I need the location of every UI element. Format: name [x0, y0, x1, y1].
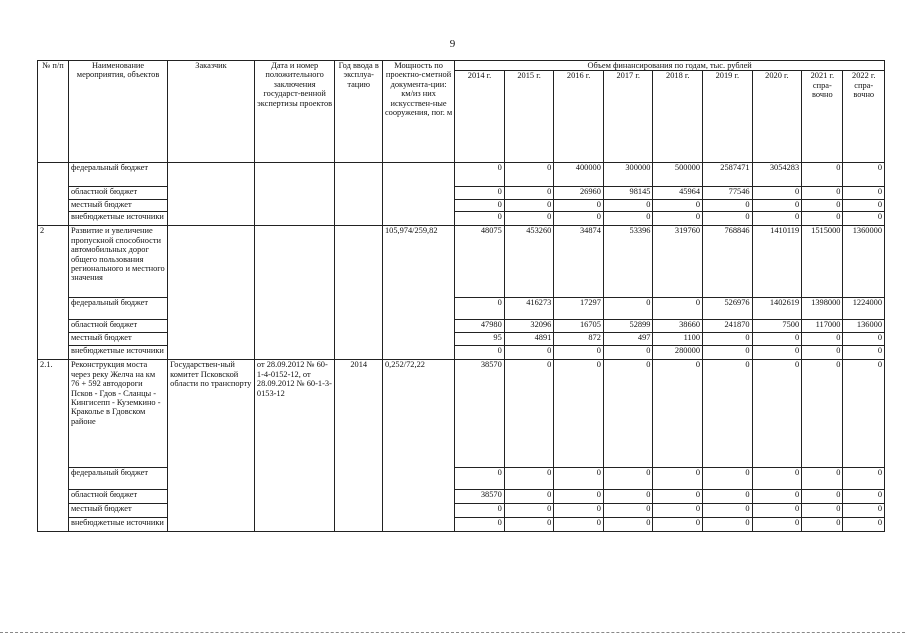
value-cell: 0 [703, 518, 753, 532]
value-cell: 0 [703, 360, 753, 468]
value-cell: 0 [752, 360, 802, 468]
table-row [38, 333, 885, 346]
value-cell: 0 [653, 212, 703, 226]
value-cell: 0 [653, 360, 703, 468]
row-expertise [254, 163, 335, 226]
value-cell: 497 [603, 333, 653, 346]
value-cell: 0 [603, 360, 653, 468]
value-cell: 526976 [703, 298, 753, 320]
value-cell: 0 [554, 518, 604, 532]
table-row [38, 212, 885, 226]
value-cell: 280000 [653, 346, 703, 360]
financing-table [37, 60, 885, 532]
value-cell: 0 [802, 504, 843, 518]
value-cell: 117000 [802, 320, 843, 333]
row-customer [168, 163, 255, 226]
table-row [38, 187, 885, 200]
value-cell: 53396 [603, 226, 653, 298]
value-cell: 0 [843, 212, 885, 226]
value-cell: 0 [504, 504, 554, 518]
value-cell: 7500 [752, 320, 802, 333]
header-customer: Заказчик [168, 61, 255, 163]
row-name: федеральный бюджет [68, 163, 167, 187]
row-name: федеральный бюджет [68, 468, 167, 490]
value-cell: 77546 [703, 187, 753, 200]
row-name: Развитие и увеличение пропускной способности автомобильных дорог общего пользования регионального и местного значения [68, 226, 167, 298]
value-cell: 52899 [603, 320, 653, 333]
value-cell: 0 [802, 468, 843, 490]
value-cell: 0 [752, 200, 802, 212]
value-cell: 0 [752, 346, 802, 360]
value-cell: 0 [554, 468, 604, 490]
value-cell: 0 [504, 187, 554, 200]
value-cell: 0 [554, 504, 604, 518]
value-cell: 45964 [653, 187, 703, 200]
value-cell: 2587471 [703, 163, 753, 187]
table-row [38, 226, 885, 298]
header-year-4: 2018 г. [653, 71, 703, 163]
value-cell: 0 [703, 212, 753, 226]
value-cell: 34874 [554, 226, 604, 298]
value-cell: 0 [455, 346, 505, 360]
value-cell: 0 [504, 468, 554, 490]
row-expertise [254, 226, 335, 360]
value-cell: 1224000 [843, 298, 885, 320]
value-cell: 4891 [504, 333, 554, 346]
value-cell: 0 [802, 163, 843, 187]
value-cell: 0 [554, 490, 604, 504]
value-cell: 0 [455, 468, 505, 490]
value-cell: 0 [843, 187, 885, 200]
header-year-1: 2015 г. [504, 71, 554, 163]
value-cell: 0 [843, 346, 885, 360]
value-cell: 0 [554, 360, 604, 468]
value-cell: 0 [752, 468, 802, 490]
value-cell: 0 [802, 518, 843, 532]
header-no: № п/п [38, 61, 69, 163]
value-cell: 400000 [554, 163, 604, 187]
value-cell: 17297 [554, 298, 604, 320]
value-cell: 0 [455, 504, 505, 518]
value-cell: 0 [504, 346, 554, 360]
value-cell: 0 [603, 200, 653, 212]
value-cell: 241870 [703, 320, 753, 333]
row-year: 2014 [335, 360, 383, 532]
value-cell: 38660 [653, 320, 703, 333]
header-year-5: 2019 г. [703, 71, 753, 163]
value-cell: 1515000 [802, 226, 843, 298]
table-row [38, 320, 885, 333]
header-year-2: 2016 г. [554, 71, 604, 163]
value-cell: 3054283 [752, 163, 802, 187]
value-cell: 0 [843, 333, 885, 346]
value-cell: 0 [603, 298, 653, 320]
value-cell: 32096 [504, 320, 554, 333]
table-row [38, 490, 885, 504]
row-capacity [382, 163, 454, 226]
value-cell: 0 [455, 298, 505, 320]
value-cell: 0 [554, 200, 604, 212]
value-cell: 1360000 [843, 226, 885, 298]
table-row [38, 346, 885, 360]
value-cell: 0 [653, 518, 703, 532]
value-cell: 0 [752, 504, 802, 518]
value-cell: 0 [504, 360, 554, 468]
value-cell: 0 [603, 468, 653, 490]
value-cell: 0 [843, 518, 885, 532]
value-cell: 0 [802, 212, 843, 226]
row-name: областной бюджет [68, 490, 167, 504]
value-cell: 1402619 [752, 298, 802, 320]
value-cell: 16705 [554, 320, 604, 333]
value-cell: 0 [504, 490, 554, 504]
value-cell: 0 [504, 200, 554, 212]
header-year-3: 2017 г. [603, 71, 653, 163]
value-cell: 1398000 [802, 298, 843, 320]
row-name: внебюджетные источники [68, 346, 167, 360]
value-cell: 0 [843, 490, 885, 504]
value-cell: 0 [752, 333, 802, 346]
value-cell: 38570 [455, 360, 505, 468]
value-cell: 300000 [603, 163, 653, 187]
header-financing: Объем финансирования по годам, тыс. рублей [455, 61, 885, 71]
value-cell: 0 [703, 200, 753, 212]
value-cell: 500000 [653, 163, 703, 187]
value-cell: 0 [843, 468, 885, 490]
value-cell: 0 [703, 346, 753, 360]
value-cell: 0 [653, 298, 703, 320]
value-cell: 0 [802, 200, 843, 212]
value-cell: 0 [843, 504, 885, 518]
value-cell: 0 [703, 504, 753, 518]
header-name: Наименование мероприятия, объектов [68, 61, 167, 163]
value-cell: 26960 [554, 187, 604, 200]
value-cell: 416273 [504, 298, 554, 320]
value-cell: 0 [802, 360, 843, 468]
value-cell: 0 [752, 187, 802, 200]
header-year-7: 2021 г. спра-вочно [802, 71, 843, 163]
table-row [38, 163, 885, 187]
table-row [38, 298, 885, 320]
value-cell: 0 [752, 490, 802, 504]
value-cell: 0 [603, 346, 653, 360]
row-name: федеральный бюджет [68, 298, 167, 320]
value-cell: 0 [653, 468, 703, 490]
page-number: 9 [449, 38, 456, 50]
row-year [335, 163, 383, 226]
value-cell: 0 [843, 360, 885, 468]
row-name: местный бюджет [68, 333, 167, 346]
value-cell: 872 [554, 333, 604, 346]
value-cell: 0 [455, 212, 505, 226]
value-cell: 0 [603, 490, 653, 504]
table-row [38, 504, 885, 518]
row-name: Реконструкция моста через реку Желча на км 76 + 592 автодороги Псков - Гдов - Сланцы - Кингисепп - Куземкино - Краколье в Гдовском районе [68, 360, 167, 468]
value-cell: 0 [455, 518, 505, 532]
value-cell: 1100 [653, 333, 703, 346]
row-customer [168, 226, 255, 360]
value-cell: 0 [752, 212, 802, 226]
header-year: Год ввода в эксплуа-тацию [335, 61, 383, 163]
value-cell: 47980 [455, 320, 505, 333]
header-capacity: Мощность по проектно-сметной документа-ции: км/из них искусствен-ные сооружения, пог. м [382, 61, 454, 163]
value-cell: 0 [455, 200, 505, 212]
row-number: 2 [38, 226, 69, 360]
table-row [38, 518, 885, 532]
row-name: областной бюджет [68, 187, 167, 200]
value-cell: 0 [802, 333, 843, 346]
value-cell: 0 [603, 212, 653, 226]
header-year-8: 2022 г. спра-вочно [843, 71, 885, 163]
value-cell: 0 [703, 333, 753, 346]
value-cell: 0 [802, 490, 843, 504]
value-cell: 0 [554, 346, 604, 360]
row-number [38, 163, 69, 226]
value-cell: 0 [455, 187, 505, 200]
value-cell: 768846 [703, 226, 753, 298]
value-cell: 38570 [455, 490, 505, 504]
value-cell: 0 [653, 200, 703, 212]
table-row [38, 468, 885, 490]
value-cell: 0 [554, 212, 604, 226]
value-cell: 48075 [455, 226, 505, 298]
value-cell: 0 [455, 163, 505, 187]
value-cell: 95 [455, 333, 505, 346]
row-capacity: 105,974/259,82 [382, 226, 454, 360]
table-row [38, 200, 885, 212]
header-year-6: 2020 г. [752, 71, 802, 163]
row-name: областной бюджет [68, 320, 167, 333]
header-expertise: Дата и номер положительного заключения государст-венной экспертизы проектов [254, 61, 335, 163]
value-cell: 0 [752, 518, 802, 532]
value-cell: 98145 [603, 187, 653, 200]
value-cell: 0 [603, 518, 653, 532]
value-cell: 453260 [504, 226, 554, 298]
value-cell: 136000 [843, 320, 885, 333]
value-cell: 0 [504, 518, 554, 532]
row-expertise: от 28.09.2012 № 60-1-4-0152-12, от 28.09.2012 № 60-1-3-0153-12 [254, 360, 335, 532]
row-name: внебюджетные источники [68, 518, 167, 532]
row-name: местный бюджет [68, 200, 167, 212]
table-row [38, 360, 885, 468]
value-cell: 0 [802, 346, 843, 360]
row-capacity: 0,252/72,22 [382, 360, 454, 532]
row-year [335, 226, 383, 360]
row-customer: Государствен-ный комитет Псковской области по транспорту [168, 360, 255, 532]
value-cell: 0 [653, 490, 703, 504]
row-name: местный бюджет [68, 504, 167, 518]
page-bottom-edge [0, 632, 905, 633]
header-year-0: 2014 г. [455, 71, 505, 163]
row-name: внебюджетные источники [68, 212, 167, 226]
value-cell: 319760 [653, 226, 703, 298]
value-cell: 1410119 [752, 226, 802, 298]
value-cell: 0 [703, 490, 753, 504]
value-cell: 0 [843, 163, 885, 187]
value-cell: 0 [843, 200, 885, 212]
value-cell: 0 [802, 187, 843, 200]
value-cell: 0 [504, 163, 554, 187]
value-cell: 0 [603, 504, 653, 518]
value-cell: 0 [703, 468, 753, 490]
value-cell: 0 [653, 504, 703, 518]
row-number: 2.1. [38, 360, 69, 532]
value-cell: 0 [504, 212, 554, 226]
